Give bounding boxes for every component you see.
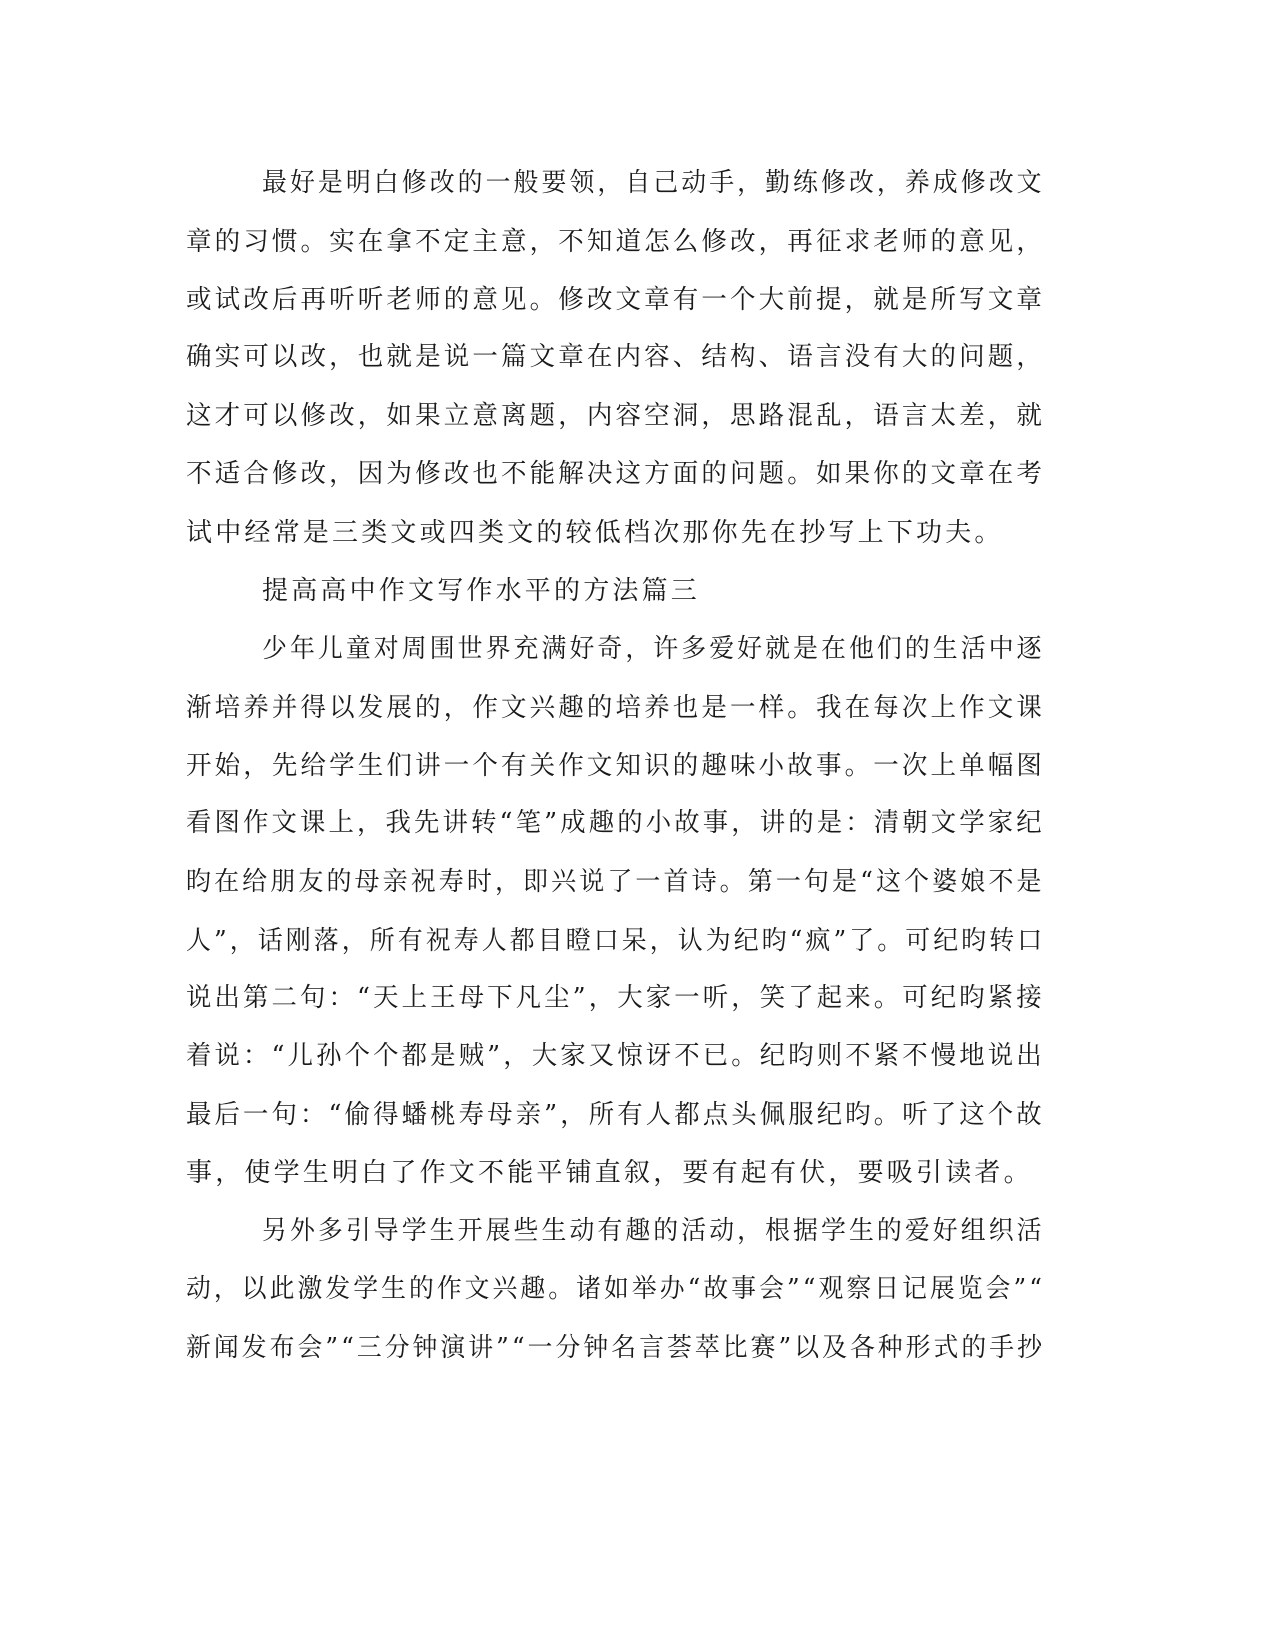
paragraph-line: 少年儿童对周围世界充满好奇，许多爱好就是在他们的生活中逐 [262, 634, 1045, 664]
paragraph-line: 或试改后再听听老师的意见。修改文章有一个大前提，就是所写文章 [186, 285, 1046, 315]
paragraph-line: 看图作文课上，我先讲转“笔”成趣的小故事，讲的是：清朝文学家纪 [186, 808, 1045, 838]
paragraph-line: 最好是明白修改的一般要领，自己动手，勤练修改，养成修改文 [262, 168, 1045, 198]
paragraph-line: 不适合修改，因为修改也不能解决这方面的问题。如果你的文章在考 [186, 459, 1046, 489]
paragraph-line: 开始，先给学生们讲一个有关作文知识的趣味小故事。一次上单幅图 [186, 751, 1046, 781]
paragraph-line: 渐培养并得以发展的，作文兴趣的培养也是一样。我在每次上作文课 [186, 693, 1046, 723]
paragraph-line: 另外多引导学生开展些生动有趣的活动，根据学生的爱好组织活 [262, 1216, 1045, 1246]
paragraph-line: 昀在给朋友的母亲祝寿时，即兴说了一首诗。第一句是“这个婆娘不是 [186, 867, 1045, 897]
paragraph-line: 说出第二句：“天上王母下凡尘”，大家一听，笑了起来。可纪昀紧接 [186, 983, 1045, 1013]
paragraph-line: 章的习惯。实在拿不定主意，不知道怎么修改，再征求老师的意见， [186, 227, 1046, 257]
paragraph-line: 确实可以改，也就是说一篇文章在内容、结构、语言没有大的问题， [186, 342, 1046, 372]
paragraph-line: 试中经常是三类文或四类文的较低档次那你先在抄写上下功夫。 [186, 518, 1004, 548]
paragraph-line: 着说：“儿孙个个都是贼”，大家又惊讶不已。纪昀则不紧不慢地说出 [186, 1041, 1045, 1071]
paragraph-line: 动，以此激发学生的作文兴趣。诸如举办“故事会”“观察日记展览会”“ [186, 1274, 1046, 1304]
paragraph-line: 新闻发布会”“三分钟演讲”“一分钟名言荟萃比赛”以及各种形式的手抄 [186, 1333, 1046, 1363]
paragraph-line: 事，使学生明白了作文不能平铺直叙，要有起有伏，要吸引读者。 [186, 1158, 1033, 1188]
paragraph-line: 人”，话刚落，所有祝寿人都目瞪口呆，认为纪昀“疯”了。可纪昀转口 [186, 926, 1046, 956]
section-heading: 提高高中作文写作水平的方法篇三 [262, 576, 701, 606]
paragraph-line: 最后一句：“偷得蟠桃寿母亲”，所有人都点头佩服纪昀。听了这个故 [186, 1100, 1045, 1130]
paragraph-line: 这才可以修改，如果立意离题，内容空洞，思路混乱，语言太差，就 [186, 401, 1046, 431]
